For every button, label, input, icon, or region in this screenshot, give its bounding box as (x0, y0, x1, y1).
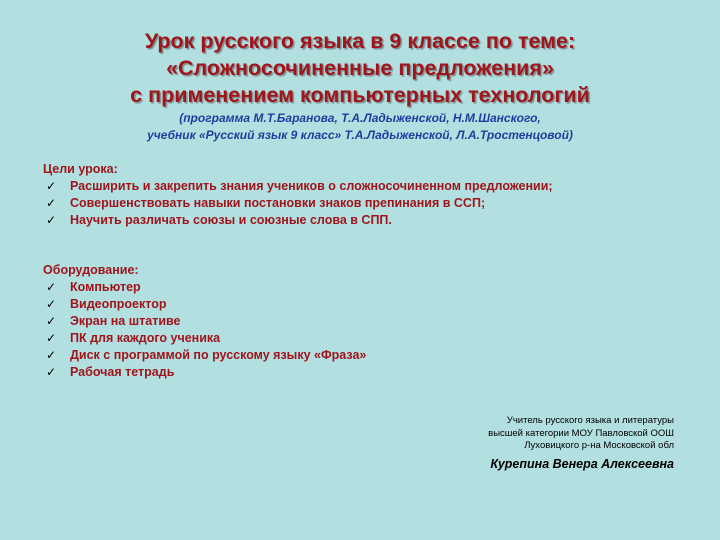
list-item (43, 330, 366, 347)
checkmark-icon: ✓ (46, 297, 57, 311)
goal-text: Расширить и закрепить знания учеников о сложносочиненном предложении; (70, 179, 553, 193)
teacher-name: Курепина Венера Алексеевна (490, 456, 674, 471)
list-item (43, 364, 366, 381)
checkmark-icon: ✓ (46, 179, 57, 193)
goal-text: Научить различать союзы и союзные слова в СПП. (70, 213, 392, 227)
teacher-line-2: высшей категории МОУ Павловской ООШ (488, 427, 674, 439)
equipment-section (43, 262, 366, 381)
goals-section (43, 161, 553, 229)
equipment-text: Диск с программой по русскому языку «Фраза» (70, 348, 367, 362)
teacher-line-3: Луховицкого р-на Московской обл (524, 440, 674, 451)
teacher-line-1: Учитель русского языка и литературы (506, 415, 674, 426)
program-line-1: (программа М.Т.Баранова, Т.А.Ладыженской, Н.М.Шанского, (179, 111, 541, 125)
list-item (43, 195, 553, 212)
list-item (43, 313, 366, 330)
equipment-text: ПК для каждого ученика (70, 331, 221, 345)
equipment-heading: Оборудование: (43, 263, 139, 277)
checkmark-icon: ✓ (46, 348, 57, 362)
checkmark-icon: ✓ (46, 213, 57, 227)
equipment-text: Компьютер (70, 280, 141, 294)
goal-text: Совершенствовать навыки постановки знаков препинания в ССП; (70, 196, 486, 210)
equipment-text: Видеопроектор (70, 297, 167, 311)
goals-heading: Цели урока: (43, 162, 118, 176)
checkmark-icon: ✓ (46, 314, 57, 328)
equipment-list (43, 279, 366, 381)
checkmark-icon: ✓ (46, 365, 57, 379)
checkmark-icon: ✓ (46, 280, 57, 294)
slide-title-line-2: «Сложносочиненные предложения» (166, 56, 554, 80)
slide-title-line-1: Урок русского языка в 9 классе по теме: (144, 29, 576, 53)
program-info (0, 110, 720, 144)
equipment-text: Рабочая тетрадь (70, 365, 175, 379)
list-item (43, 347, 366, 364)
equipment-text: Экран на штативе (70, 314, 181, 328)
goals-list (43, 178, 553, 229)
slide-title (0, 28, 720, 109)
list-item (43, 296, 366, 313)
checkmark-icon: ✓ (46, 196, 57, 210)
list-item (43, 279, 366, 296)
slide-title-line-3: с применением компьютерных технологий (130, 83, 590, 107)
list-item (43, 212, 553, 229)
checkmark-icon: ✓ (46, 331, 57, 345)
teacher-info (488, 415, 674, 470)
program-line-2: учебник «Русский язык 9 класс» Т.А.Ладыженской, Л.А.Тростенцовой) (147, 128, 573, 142)
list-item (43, 178, 553, 195)
